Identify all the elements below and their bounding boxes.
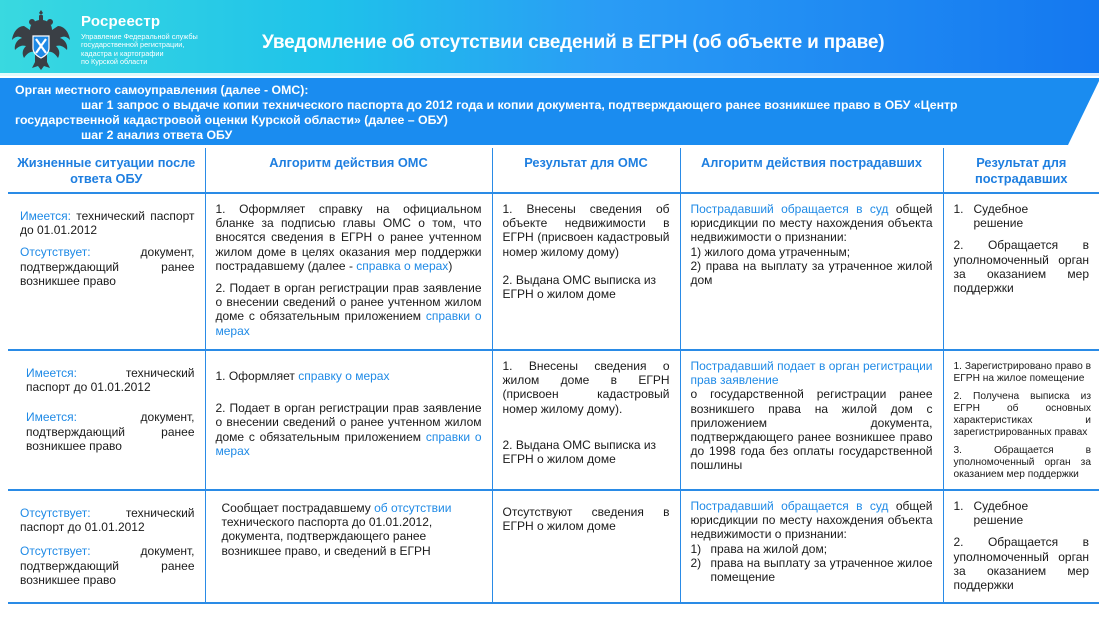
victim-result-item: 1. Судебное решение — [954, 202, 1090, 230]
oms-result-text: 1. Внесены сведения о жилом доме в ЕГРН (присвоен кадастровый номер жилому дому). — [502, 359, 670, 416]
brand-subtitle-line: государственной регистрации, — [81, 40, 185, 50]
situation-text: технический паспорт до 01.01.2012 — [26, 366, 195, 395]
victim-action-item: 1) права на жилой дом; — [690, 541, 828, 556]
brand-subtitle-line: по Курской области — [81, 56, 148, 66]
victim-result-cell — [943, 193, 1099, 350]
column-header: Алгоритм действия пострадавших — [680, 148, 943, 193]
oms-result-text: 2. Выдана ОМС выписка из ЕГРН о жилом доме — [502, 272, 657, 302]
oms-action-text: технического паспорта до 01.01.2012, документа, подтверждающего ранее возникшее право, и сведений в ЕГРН — [221, 515, 433, 558]
situation-cell — [8, 193, 205, 350]
brand-subtitle-line: кадастра и картографии — [81, 48, 164, 58]
oms-action-text: Сообщает пострадавшему — [221, 501, 375, 515]
reference-link: справка о мерах — [356, 258, 449, 273]
victim-action-text: о государственной регистрации ранее возникшего права на жилой дом с приложением документа, подтверждающего ранее возникшее право до 1998 года без оплаты государственной пошлины — [690, 387, 933, 473]
oms-action-cell — [205, 193, 492, 350]
column-header: Алгоритм действия ОМС — [205, 148, 492, 193]
oms-action-cell — [205, 490, 492, 603]
header-bar — [0, 0, 1099, 76]
brand-subtitle-line: Управление Федеральной службы — [81, 32, 198, 41]
victim-action-text: общей юрисдикции по месту нахождения объекта недвижимости о признании: — [690, 499, 933, 542]
victim-result-text: 2. Обращается в уполномоченный орган за оказанием мер поддержки — [953, 238, 1089, 296]
oms-result-cell — [492, 350, 680, 490]
reference-link: справки о мерах — [215, 309, 482, 338]
oms-action-text: 1. Оформляет — [215, 369, 299, 383]
header-divider — [0, 73, 1099, 76]
steps-banner — [0, 78, 1099, 145]
table-header-row — [8, 148, 1099, 193]
reference-link: об отсутствии — [374, 501, 452, 515]
oms-action-text: ) — [448, 258, 453, 273]
situation-label: Отсутствует: — [20, 544, 91, 559]
oms-result-cell — [492, 490, 680, 603]
situation-cell — [8, 490, 205, 603]
situation-label: Отсутствует: — [20, 245, 91, 260]
reference-link: справки о мерах — [215, 429, 482, 458]
victim-action-cell — [680, 350, 943, 490]
oms-result-text: 1. Внесены сведения об объекте недвижимости в ЕГРН (присвоен кадастровый номер жилому дому) — [502, 202, 670, 259]
situation-label: Имеется: — [20, 209, 72, 223]
situation-text: документ, подтверждающий ранее возникшее право — [20, 245, 195, 288]
oms-action-text: 1. Оформляет справку на официальном бланке за подписью главы ОМС о том, что вносятся сведения в ЕГРН о ранее учтенном жилом доме в целях оказания мер поддержки пострадавшему (далее - — [215, 202, 482, 273]
reference-link: справку о мерах — [298, 369, 390, 383]
banner-step-1-cont: государственной кадастровой оценки Курской области» (далее – ОБУ) — [15, 113, 448, 127]
victim-action-item: 1) жилого дома утраченным; — [690, 244, 851, 259]
table-row — [8, 350, 1099, 490]
victim-action-item: 2) права на выплату за утраченное жилой дом — [690, 258, 933, 288]
oms-result-cell — [492, 193, 680, 350]
victim-action-item: 2) права на выплату за утраченное жилое помещение — [690, 555, 933, 585]
victim-result-text: 2. Обращается в уполномоченный орган за оказанием мер поддержки — [953, 535, 1089, 593]
steps-text — [15, 83, 1075, 143]
victim-action-list — [691, 542, 933, 585]
column-header: Жизненные ситуации после ответа ОБУ — [8, 148, 205, 193]
banner-intro: Орган местного самоуправления (далее - ОМС): — [15, 83, 309, 97]
victim-result-text: Судебное решение — [973, 499, 1029, 528]
oms-result-text: Отсутствуют сведения в ЕГРН о жилом доме — [502, 505, 670, 534]
victim-result-text: 2. Получена выписка из ЕГРН об основных характеристиках и зарегистрированных правах — [953, 390, 1091, 439]
situations-table — [8, 148, 1099, 604]
situation-text: технический паспорт до 01.01.2012 — [20, 209, 195, 238]
column-header: Результат для пострадавших — [943, 148, 1099, 193]
table-row — [8, 193, 1099, 350]
victim-result-text: Судебное решение — [973, 202, 1029, 231]
oms-action-text: 2. Подает в орган регистрации прав заявление о внесении сведений о ранее учтенном жилом доме с обязательным приложением — [215, 401, 482, 444]
oms-action-text: 2. Подает в орган регистрации прав заявление о внесении сведений о ранее учтенном жилом доме с обязательным приложением — [215, 281, 482, 324]
victim-action-cell — [680, 490, 943, 603]
situation-label: Отсутствует: — [20, 506, 91, 520]
table-row — [8, 490, 1099, 603]
action-highlight: Пострадавший обращается в суд — [690, 202, 889, 216]
situation-text: технический паспорт до 01.01.2012 — [20, 506, 195, 535]
situation-cell — [8, 350, 205, 490]
victim-result-cell — [943, 350, 1099, 490]
victim-result-text: 1. Зарегистрировано право в ЕГРН на жилое помещение — [953, 361, 1091, 385]
victim-result-item: 1. Судебное решение — [954, 499, 1090, 527]
column-header: Результат для ОМС — [492, 148, 680, 193]
situation-text: документ, подтверждающий ранее возникшее право — [26, 410, 195, 453]
brand-name: Росреестр — [81, 13, 161, 30]
victim-result-list — [954, 202, 1090, 230]
victim-action-text: права на выплату за утраченное жилое помещение — [710, 555, 933, 585]
banner-step-1: шаг 1 запрос о выдаче копии технического паспорта до 2012 года и копии документа, подтверждающего ранее возникшее право в ОБУ «Центр — [81, 98, 958, 112]
situation-label: Имеется: — [26, 410, 78, 425]
victim-action-cell — [680, 193, 943, 350]
oms-action-cell — [205, 350, 492, 490]
oms-result-text: 2. Выдана ОМС выписка из ЕГРН о жилом доме — [502, 437, 657, 467]
page-title: Уведомление об отсутствии сведений в ЕГРН (об объекте и праве) — [262, 32, 885, 53]
brand-subtitle — [81, 33, 261, 66]
action-highlight: Пострадавший подает в орган регистрации прав заявление — [690, 359, 933, 388]
victim-action-text: права на жилой дом; — [710, 541, 828, 556]
victim-result-text: 3. Обращается в уполномоченный орган за оказанием мер поддержки — [953, 444, 1091, 481]
action-highlight: Пострадавший обращается в суд — [690, 499, 889, 513]
situation-text: документ, подтверждающий ранее возникшее право — [20, 544, 195, 587]
victim-action-text: общей юрисдикции по месту нахождения объекта недвижимости о признании: — [690, 202, 933, 245]
coat-of-arms-eagle-icon — [10, 6, 72, 72]
banner-step-2: шаг 2 анализ ответа ОБУ — [81, 128, 233, 142]
situation-label: Имеется: — [26, 366, 78, 380]
victim-result-list — [954, 499, 1090, 527]
victim-result-cell — [943, 490, 1099, 603]
